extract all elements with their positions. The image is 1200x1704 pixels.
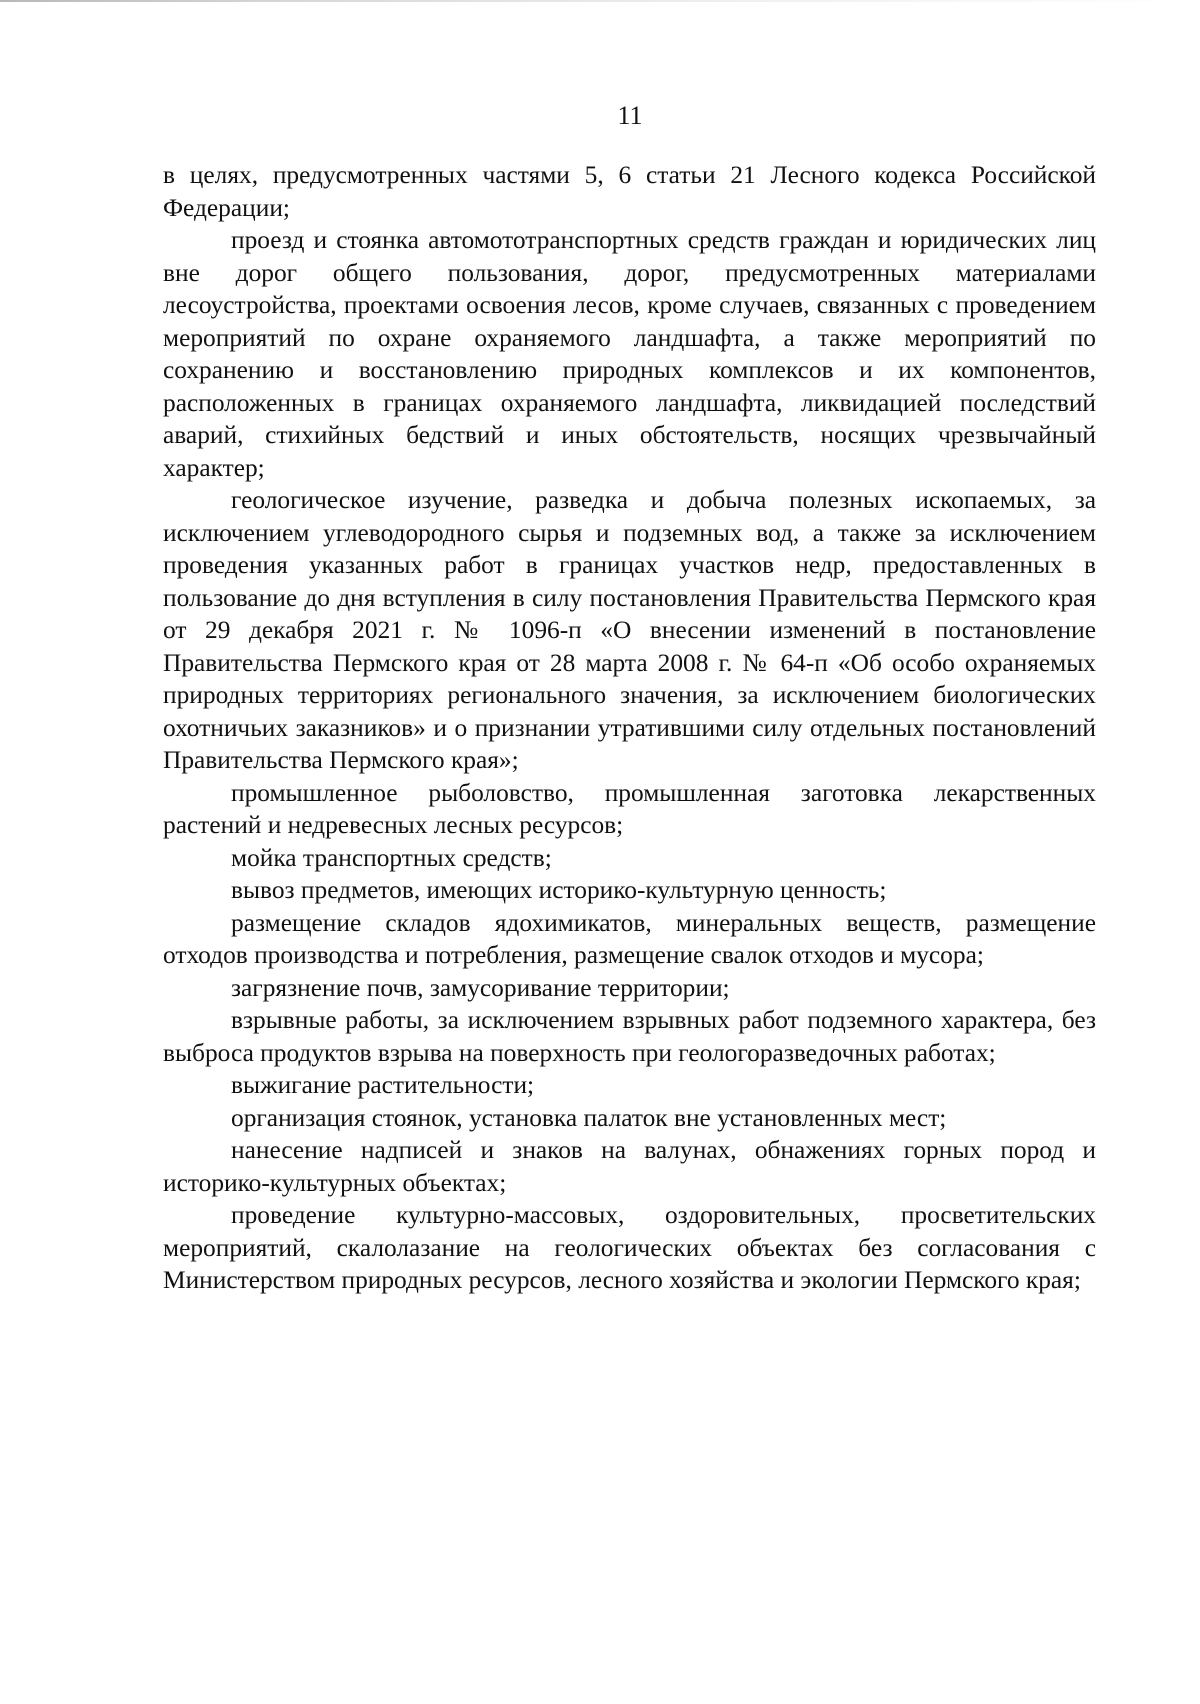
document-body bbox=[163, 159, 1096, 1297]
paragraph-inscriptions: нанесение надписей и знаков на валунах, обнажениях горных пород и историко-культурных объектах; bbox=[163, 1136, 1096, 1197]
paragraph-mass-events: проведение культурно-массовых, оздоровительных, просветительских мероприятий, скалолазание на геологических объектах без согласования с Министерством природных ресурсов, лесного хозяйства и экологии Пермского края; bbox=[163, 1201, 1096, 1294]
page-number: 11 bbox=[617, 101, 643, 130]
paragraph-vehicle-traffic: проезд и стоянка автомототранспортных средств граждан и юридических лиц вне дорог общего пользования, дорог, предусмотренных материалами лесоустройства, проектами освоения лесов, кроме случаев, связанных с проведением мероприятий по охране охраняемого ландшафта, а также мероприятий по сохранению и восстановлению природных комплексов и их компонентов, расположенных в границах охраняемого ландшафта, ликвидацией последствий аварий, стихийных бедствий и иных обстоятельств, носящих чрезвычайный характер; bbox=[163, 226, 1096, 482]
paragraph-vehicle-washing: мойка транспортных средств; bbox=[231, 843, 552, 872]
paragraph-industrial-fishing: промышленное рыболовство, промышленная заготовка лекарственных растений и недревесных лесных ресурсов; bbox=[163, 778, 1096, 839]
paragraph-camping: организация стоянок, установка палаток вне установленных мест; bbox=[231, 1103, 947, 1132]
scan-edge-line bbox=[0, 0, 1200, 2]
paragraph-chemical-storage: размещение складов ядохимикатов, минеральных веществ, размещение отходов производства и потребления, размещение свалок отходов и мусора; bbox=[163, 908, 1096, 969]
paragraph-geological-exploration: геологическое изучение, разведка и добыча полезных ископаемых, за исключением углеводородного сырья и подземных вод, а также за исключением проведения указанных работ в границах участков недр, предоставленных в пользование до дня вступления в силу постановления Правительства Пермского края от 29 декабря 2021 г. № 1096-п «О внесении изменений в постановление Правительства Пермского края от 28 марта 2008 г. № 64-п «Об особо охраняемых природных территориях регионального значения, за исключением биологических охотничьих заказников» и о признании утратившими силу отдельных постановлений Правительства Пермского края»; bbox=[163, 486, 1096, 774]
paragraph-blasting: взрывные работы, за исключением взрывных работ подземного характера, без выброса продуктов взрыва на поверхность при геологоразведочных работах; bbox=[163, 1006, 1096, 1067]
paragraph-cultural-items-export: вывоз предметов, имеющих историко-культурную ценность; bbox=[231, 876, 887, 904]
paragraph-burning-vegetation: выжигание растительности; bbox=[231, 1071, 535, 1099]
paragraph-continuation: в целях, предусмотренных частями 5, 6 статьи 21 Лесного кодекса Российской Федерации; bbox=[163, 161, 1096, 222]
paragraph-soil-pollution: загрязнение почв, замусоривание территории; bbox=[231, 973, 730, 1002]
